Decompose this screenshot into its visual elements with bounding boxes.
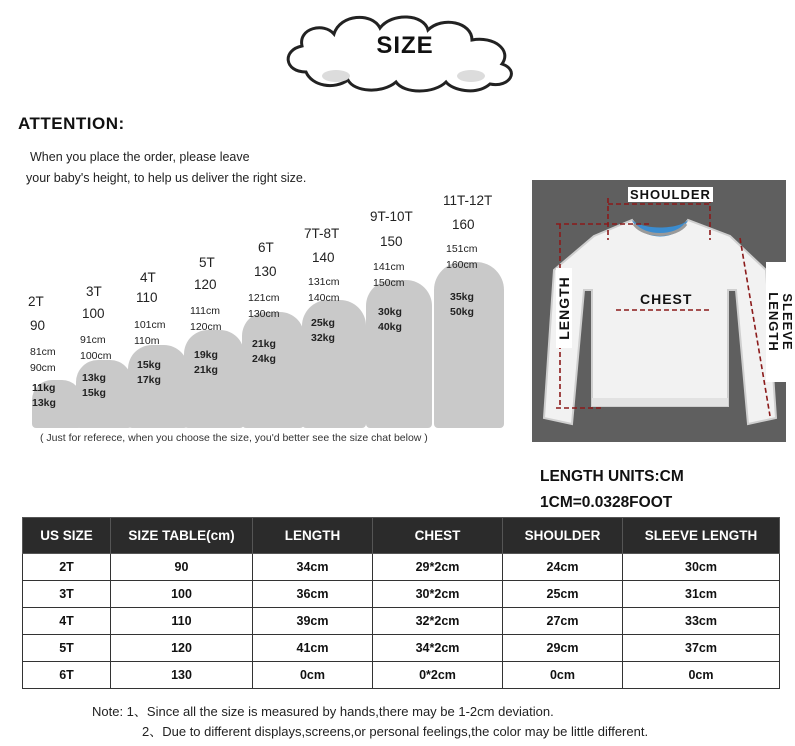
table-cell: 0cm [253, 662, 373, 689]
table-cell: 24cm [503, 554, 623, 581]
kid-height-11t-12t: 160 [452, 217, 475, 232]
label-shoulder: SHOULDER [630, 187, 711, 202]
kid-height-3t: 100 [82, 306, 105, 321]
kid-weight-high-3t: 15kg [82, 387, 106, 399]
kid-range-high-2t: 90cm [30, 362, 56, 374]
table-cell: 33cm [623, 608, 780, 635]
kid-range-high-5t: 120cm [190, 321, 222, 333]
kid-weight-high-9t-10t: 40kg [378, 321, 402, 333]
kid-height-7t-8t: 140 [312, 250, 335, 265]
kid-weight-high-4t: 17kg [137, 374, 161, 386]
kid-weight-low-6t: 21kg [252, 338, 276, 350]
table-row [23, 635, 780, 662]
kid-size-9t-10t: 9T-10T [370, 209, 413, 224]
shirt-diagram [532, 180, 795, 442]
kid-height-9t-10t: 150 [380, 234, 403, 249]
table-header: SHOULDER [503, 518, 623, 554]
kid-size-3t: 3T [86, 284, 102, 299]
kid-weight-low-11t-12t: 35kg [450, 291, 474, 303]
attention-line-2: your baby's height, to help us deliver the right size. [26, 171, 307, 185]
table-cell: 100 [111, 581, 253, 608]
table-cell: 36cm [253, 581, 373, 608]
kid-range-low-6t: 121cm [248, 292, 280, 304]
attention-heading: ATTENTION: [18, 114, 125, 133]
kid-height-2t: 90 [30, 318, 46, 333]
table-cell: 25cm [503, 581, 623, 608]
table-cell: 3T [23, 581, 111, 608]
kid-size-6t: 6T [258, 240, 274, 255]
table-header: SLEEVE LENGTH [623, 518, 780, 554]
table-cell: 4T [23, 608, 111, 635]
table-cell: 130 [111, 662, 253, 689]
kid-height-4t: 110 [136, 290, 158, 305]
table-row [23, 662, 780, 689]
kid-range-high-11t-12t: 160cm [446, 259, 478, 271]
units-block [540, 464, 684, 516]
table-cell: 6T [23, 662, 111, 689]
label-length: LENGTH [556, 268, 572, 348]
table-header: US SIZE [23, 518, 111, 554]
kid-weight-high-6t: 24kg [252, 353, 276, 365]
kid-weight-low-5t: 19kg [194, 349, 218, 361]
kid-size-2t: 2T [28, 294, 44, 309]
table-cell: 27cm [503, 608, 623, 635]
units-line-2: 1CM=0.0328FOOT [540, 494, 673, 511]
table-cell: 30*2cm [373, 581, 503, 608]
kid-range-high-4t: 110m [134, 335, 160, 347]
table-cell: 29cm [503, 635, 623, 662]
table-cell: 29*2cm [373, 554, 503, 581]
kid-range-high-6t: 130cm [248, 308, 280, 320]
size-table [22, 517, 780, 689]
kid-range-high-7t-8t: 140cm [308, 292, 340, 304]
kid-range-low-11t-12t: 151cm [446, 243, 478, 255]
table-header: SIZE TABLE(cm) [111, 518, 253, 554]
table-cell: 0cm [503, 662, 623, 689]
table-header: CHEST [373, 518, 503, 554]
kid-range-low-4t: 101cm [134, 319, 166, 331]
table-cell: 37cm [623, 635, 780, 662]
kid-height-6t: 130 [254, 264, 277, 279]
kid-weight-low-9t-10t: 30kg [378, 306, 402, 318]
table-cell: 34cm [253, 554, 373, 581]
kid-size-7t-8t: 7T-8T [304, 226, 340, 241]
note-2: 2、Due to different displays,screens,or personal feelings,the color may be little different. [142, 724, 649, 739]
table-row [23, 608, 780, 635]
table-cell: 34*2cm [373, 635, 503, 662]
label-chest: CHEST [640, 291, 693, 307]
kid-range-low-2t: 81cm [30, 346, 56, 358]
kid-range-low-5t: 111cm [190, 305, 220, 317]
kid-weight-high-2t: 13kg [32, 397, 56, 409]
kid-range-low-7t-8t: 131cm [308, 276, 340, 288]
kid-size-4t: 4T [140, 270, 156, 285]
reference-note: ( Just for referece, when you choose the size, you'd better see the size chat below ) [40, 432, 428, 444]
kid-range-high-9t-10t: 150cm [373, 277, 405, 289]
units-line-1: LENGTH UNITS:CM [540, 468, 684, 485]
kid-weight-high-11t-12t: 50kg [450, 306, 474, 318]
kid-range-low-9t-10t: 141cm [373, 261, 405, 273]
kid-weight-high-5t: 21kg [194, 364, 218, 376]
kid-weight-low-4t: 15kg [137, 359, 161, 371]
table-cell: 90 [111, 554, 253, 581]
table-cell: 5T [23, 635, 111, 662]
table-cell: 31cm [623, 581, 780, 608]
table-cell: 0cm [623, 662, 780, 689]
kid-weight-low-3t: 13kg [82, 372, 106, 384]
attention-line-1: When you place the order, please leave [30, 150, 250, 164]
table-row [23, 581, 780, 608]
kid-weight-low-7t-8t: 25kg [311, 317, 335, 329]
kid-size-5t: 5T [199, 255, 215, 270]
kid-height-5t: 120 [194, 277, 217, 292]
kid-range-high-3t: 100cm [80, 350, 112, 362]
table-cell: 41cm [253, 635, 373, 662]
table-cell: 30cm [623, 554, 780, 581]
kid-range-low-3t: 91cm [80, 334, 106, 346]
table-cell: 120 [111, 635, 253, 662]
note-1: Note: 1、Since all the size is measured by hands,there may be 1-2cm deviation. [92, 704, 554, 719]
table-cell: 0*2cm [373, 662, 503, 689]
table-cell: 32*2cm [373, 608, 503, 635]
table-cell: 39cm [253, 608, 373, 635]
table-header: LENGTH [253, 518, 373, 554]
kid-weight-low-2t: 11kg [32, 382, 56, 394]
kid-weight-high-7t-8t: 32kg [311, 332, 335, 344]
table-header-row [23, 518, 780, 554]
kid-size-11t-12t: 11T-12T [443, 193, 493, 208]
label-sleeve-length: SLEEVE LENGTH [766, 262, 794, 382]
table-cell: 2T [23, 554, 111, 581]
table-row [23, 554, 780, 581]
table-cell: 110 [111, 608, 253, 635]
page-title: SIZE [376, 32, 434, 59]
